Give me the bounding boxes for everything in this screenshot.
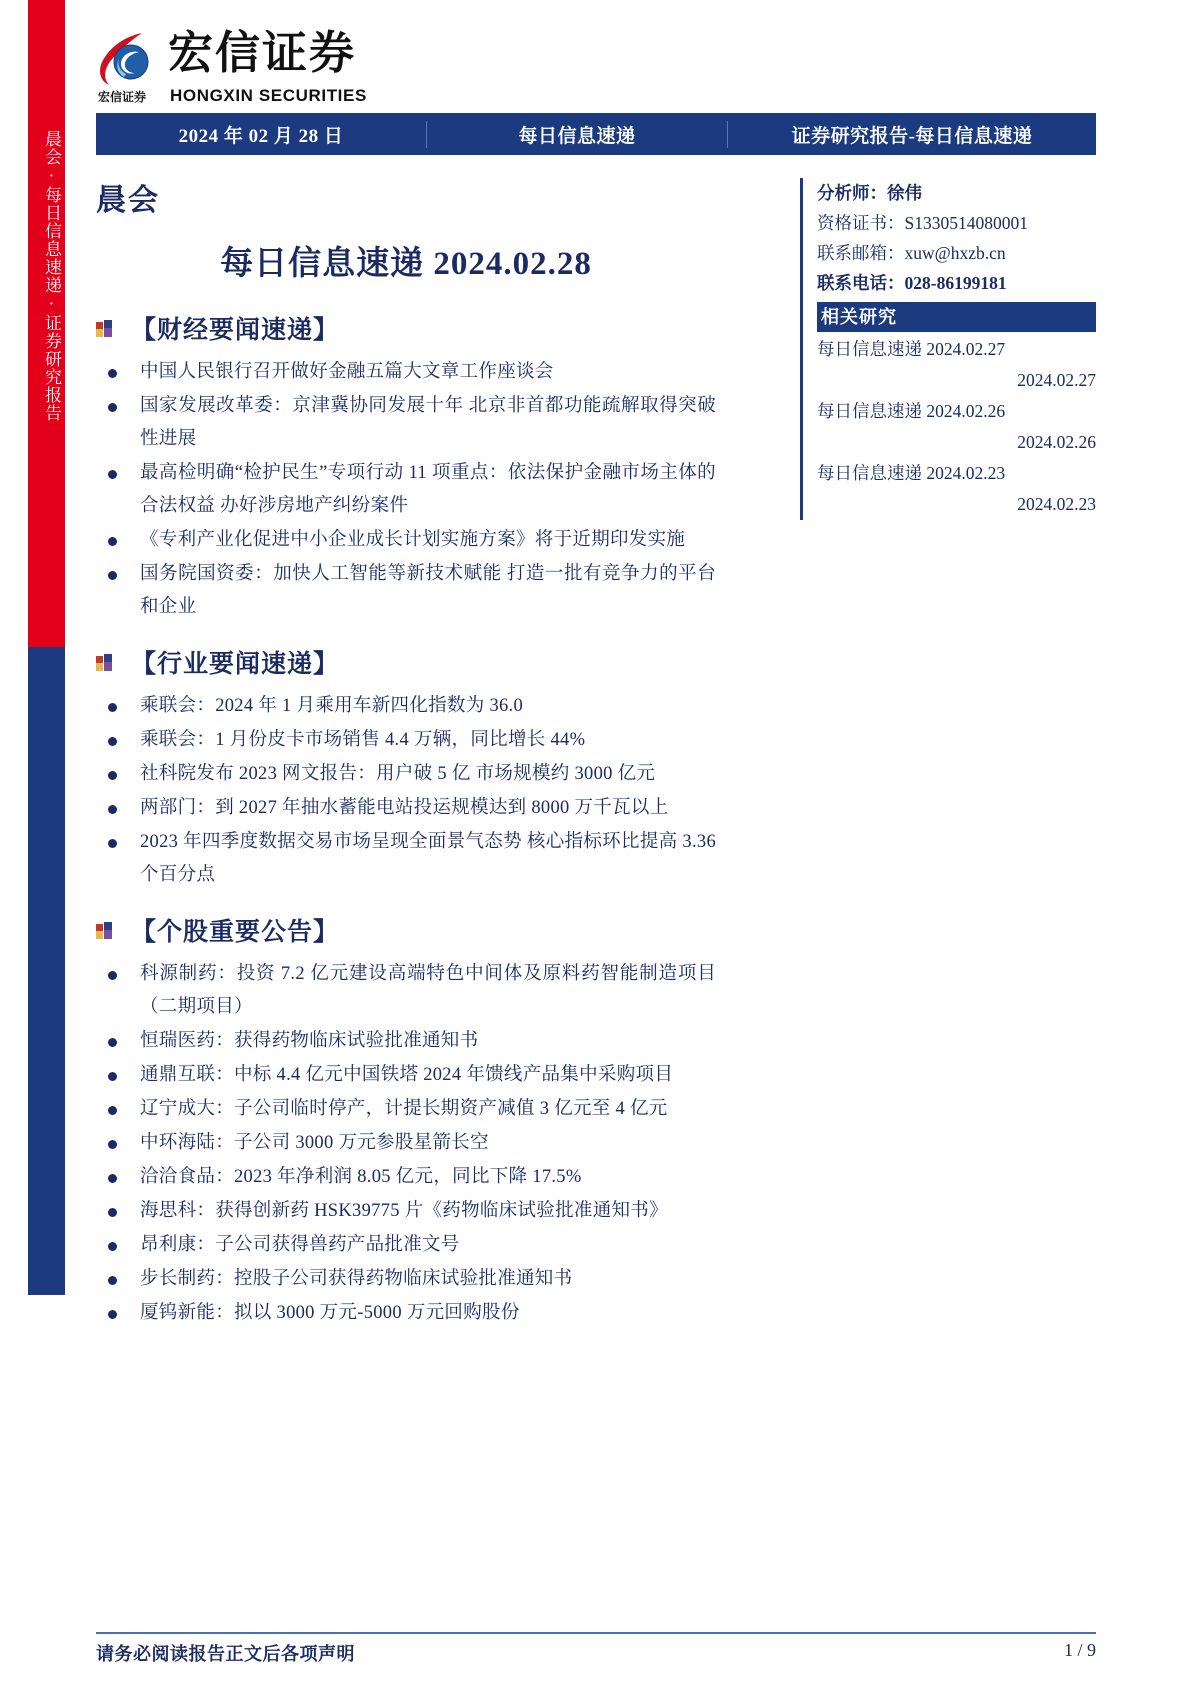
list-item: 昂利康：子公司获得兽药产品批准文号 <box>96 1229 716 1262</box>
spine-vertical-title: 晨会·每日信息速递·证券研究报告 <box>42 130 61 422</box>
list-item: 最高检明确“检护民生”专项行动 11 项重点：依法保护金融市场主体的合法权益 办好涉房地产纠纷案件 <box>96 457 716 523</box>
list-item: 通鼎互联：中标 4.4 亿元中国铁塔 2024 年馈线产品集中采购项目 <box>96 1059 716 1092</box>
list-item: 厦钨新能：拟以 3000 万元-5000 万元回购股份 <box>96 1297 716 1330</box>
section-title: 【个股重要公告】 <box>131 919 340 946</box>
header-date: 2024 年 02 月 28 日 <box>178 125 344 147</box>
list-item: 国家发展改革委：京津冀协同发展十年 北京非首都功能疏解取得突破性进展 <box>96 390 716 456</box>
footer-divider <box>96 1632 1096 1634</box>
hongxin-swoosh-logo-icon <box>96 30 156 88</box>
list-item: 科源制药：投资 7.2 亿元建设高端特色中间体及原料药智能制造项目（二期项目） <box>96 958 716 1024</box>
spine-blue-band <box>28 647 65 1295</box>
list-item: 国务院国资委：加快人工智能等新技术赋能 打造一批有竞争力的平台和企业 <box>96 558 716 624</box>
list-item: 两部门：到 2027 年抽水蓄能电站投运规模达到 8000 万千瓦以上 <box>96 792 716 825</box>
report-body <box>96 175 716 1331</box>
footer-disclaimer: 请务必阅读报告正文后各项声明 <box>96 1644 355 1664</box>
analyst-email: 联系邮箱：xuw@hxzb.cn <box>817 243 1006 263</box>
section-list-announcements <box>96 958 716 1330</box>
page-number: 1 / 9 <box>1063 1640 1096 1660</box>
page-kicker: 晨会 <box>96 184 160 217</box>
list-item: 《专利产业化促进中小企业成长计划实施方案》将于近期印发实施 <box>96 524 716 557</box>
analyst-info-panel <box>800 178 1096 520</box>
logo-chinese-name: 宏信证券 <box>168 26 357 79</box>
section-header-industry <box>96 644 716 680</box>
related-research-band: 相关研究 <box>817 302 1096 332</box>
colored-squares-icon <box>96 922 113 939</box>
report-header-bar <box>96 113 1096 155</box>
list-item: 恒瑞医药：获得药物临床试验批准通知书 <box>96 1025 716 1058</box>
list-item: 社科院发布 2023 网文报告：用户破 5 亿 市场规模约 3000 亿元 <box>96 758 716 791</box>
related-research-date: 2024.02.26 <box>1017 432 1096 452</box>
section-title: 【财经要闻速递】 <box>131 317 340 344</box>
list-item: 海思科：获得创新药 HSK39775 片《药物临床试验批准通知书》 <box>96 1195 716 1228</box>
list-item: 中国人民银行召开做好金融五篇大文章工作座谈会 <box>96 356 716 389</box>
header-report-type: 证券研究报告-每日信息速递 <box>791 125 1033 147</box>
list-item: 洽洽食品：2023 年净利润 8.05 亿元，同比下降 17.5% <box>96 1161 716 1194</box>
colored-squares-icon <box>96 320 113 337</box>
related-research-title[interactable]: 每日信息速递 2024.02.23 <box>817 463 1006 483</box>
page-title: 每日信息速递 2024.02.28 <box>220 246 592 282</box>
logo-english-name: HONGXIN SECURITIES <box>170 86 367 105</box>
section-list-industry <box>96 690 716 892</box>
related-research-date: 2024.02.23 <box>1017 494 1096 514</box>
section-header-finance <box>96 310 716 346</box>
header-center-title: 每日信息速递 <box>426 121 728 148</box>
list-item: 中环海陆：子公司 3000 万元参股星箭长空 <box>96 1127 716 1160</box>
list-item: 乘联会：2024 年 1 月乘用车新四化指数为 36.0 <box>96 690 716 723</box>
logo-chinese-small: 宏信证券 <box>98 90 147 104</box>
colored-squares-icon <box>96 654 113 671</box>
related-research-title[interactable]: 每日信息速递 2024.02.27 <box>817 339 1006 359</box>
analyst-name: 分析师：徐伟 <box>817 183 922 203</box>
list-item: 2023 年四季度数据交易市场呈现全面景气态势 核心指标环比提高 3.36 个百分点 <box>96 826 716 892</box>
section-title: 【行业要闻速递】 <box>131 651 340 678</box>
related-research-date: 2024.02.27 <box>1017 370 1096 390</box>
section-list-finance <box>96 356 716 624</box>
list-item: 辽宁成大：子公司临时停产，计提长期资产减值 3 亿元至 4 亿元 <box>96 1093 716 1126</box>
list-item: 乘联会：1 月份皮卡市场销售 4.4 万辆，同比增长 44% <box>96 724 716 757</box>
list-item: 步长制药：控股子公司获得药物临床试验批准通知书 <box>96 1263 716 1296</box>
analyst-phone: 联系电话：028-86199181 <box>817 273 1007 293</box>
company-logo <box>96 28 426 106</box>
related-research-title[interactable]: 每日信息速递 2024.02.26 <box>817 401 1006 421</box>
analyst-certificate: 资格证书：S1330514080001 <box>817 213 1028 233</box>
section-header-announcements <box>96 912 716 948</box>
